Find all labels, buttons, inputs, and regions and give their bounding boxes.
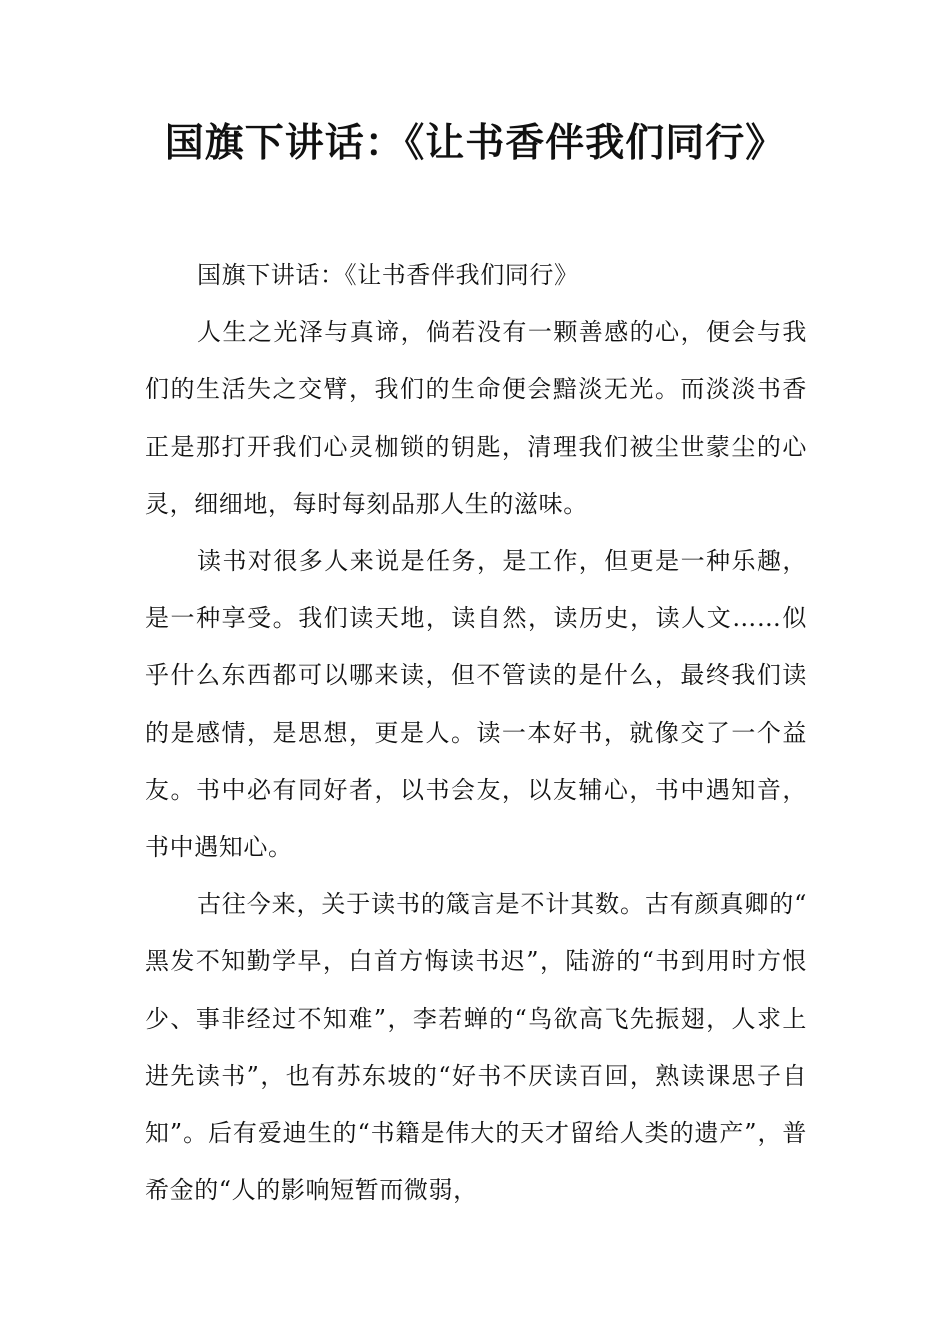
paragraph-life-and-books: 人生之光泽与真谛，倘若没有一颗善感的心，便会与我们的生活失之交臂，我们的生命便会黯淡无光。而淡淡书香正是那打开我们心灵枷锁的钥匙，清理我们被尘世蒙尘的心灵，细细地，每时每刻品那人生的滋味。 [145,318,807,518]
paragraph-reading-quotes: 古往今来，关于读书的箴言是不计其数。古有颜真卿的“ 黑发不知勤学早，白首方悔读书迟”，陆游的“书到用时方恨少、事非经过不知难”，李若蝉的“鸟欲高飞先振翅，人求上进先读书”，也有苏东坡的“好书不厌读百回，熟读课思子自知”。后有爱迪生的“书籍是伟大的天才留给人类的遗产”，普希金的“人的影响短暂而微弱， [145,890,807,1205]
document-body [145,247,807,1219]
paragraph-subtitle: 国旗下讲话：《让书香伴我们同行》 [197,261,579,289]
document-title: 国旗下讲话：《让书香伴我们同行》 [164,121,786,166]
paragraph-reading-joy: 读书对很多人来说是任务，是工作，但更是一种乐趣，是一种享受。我们读天地，读自然，读历史，读人文……似乎什么东西都可以哪来读，但不管读的是什么，最终我们读的是感情，是思想，更是人。读一本好书，就像交了一个益友。书中必有同好者，以书会友，以友辅心，书中遇知音，书中遇知心。 [145,547,807,862]
